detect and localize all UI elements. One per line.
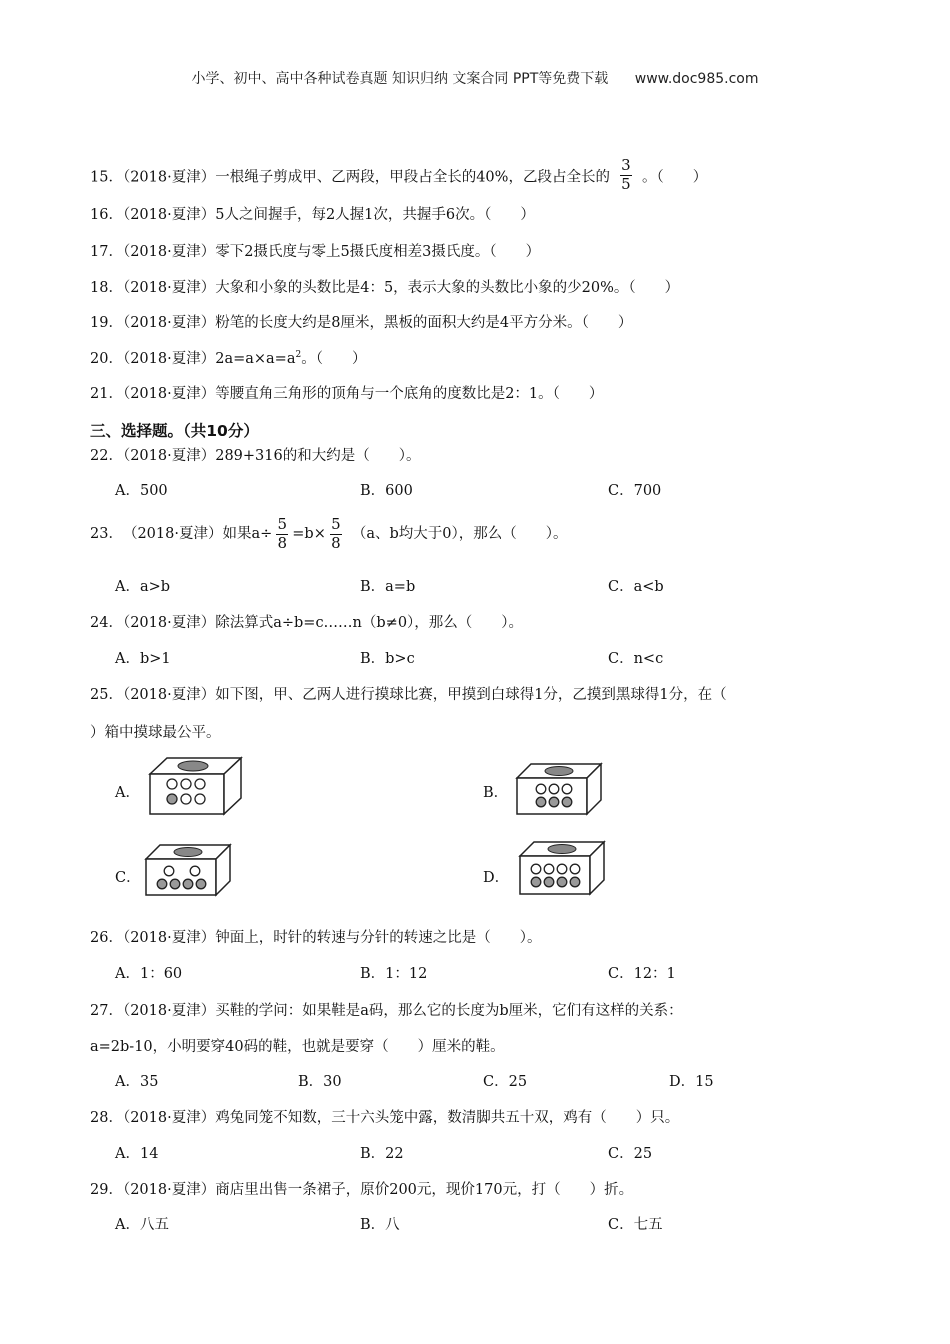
question-text: （2018·夏津）鸡兔同笼不知数，三十六头笼中露，数清脚共五十双，鸡有（ ）只。 xyxy=(122,1110,680,1126)
question-text: （2018·夏津）买鞋的学问：如果鞋是a码，那么它的长度为b厘米，它们有这样的关系： xyxy=(122,1003,683,1019)
question-20 xyxy=(90,352,366,367)
option: B．a=b xyxy=(360,579,416,595)
fraction-numerator: 3 xyxy=(621,156,631,174)
question-text: （2018·夏津）一根绳子剪成甲、乙两段，甲段占全长的40%，乙段占全长的 xyxy=(122,169,610,186)
question-number: 22． xyxy=(90,448,123,464)
superscript: 2 xyxy=(295,350,302,361)
question-number: 15． xyxy=(90,169,123,186)
question-text: =b× xyxy=(292,526,326,542)
option: A．500 xyxy=(115,483,168,499)
option: C．25 xyxy=(608,1146,653,1162)
option: B．22 xyxy=(360,1146,404,1162)
question-number: 23． xyxy=(90,526,123,542)
question-number: 24． xyxy=(90,615,123,631)
question-text: （2018·夏津）除法算式a÷b=c……n（b≠0），那么（ ）。 xyxy=(122,615,524,631)
question-18 xyxy=(90,281,679,296)
fraction-numerator: 5 xyxy=(331,515,341,533)
option: C．七五 xyxy=(608,1217,663,1233)
fraction-denominator: 8 xyxy=(277,533,288,552)
option: D．15 xyxy=(669,1074,714,1090)
question-text: （2018·夏津）等腰直角三角形的顶角与一个底角的度数比是2：1。（ ） xyxy=(122,386,604,402)
question-25-line2: ）箱中摸球最公平。 xyxy=(90,725,221,741)
question-text: （2018·夏津）粉笔的长度大约是8厘米，黑板的面积大约是4平方分米。（ ） xyxy=(122,315,633,331)
question-27-line2: a=2b-10，小明要穿40码的鞋，也就是要穿（ ）厘米的鞋。 xyxy=(90,1039,505,1055)
question-22 xyxy=(90,449,420,464)
option: A． xyxy=(115,785,140,801)
question-text: （a、b均大于0），那么（ ）。 xyxy=(351,526,568,542)
question-number: 18． xyxy=(90,280,123,296)
question-number: 21． xyxy=(90,386,123,402)
question-19 xyxy=(90,316,632,331)
question-27 xyxy=(90,1004,683,1019)
option: B．八 xyxy=(360,1217,400,1233)
fraction xyxy=(330,517,342,552)
option: C． xyxy=(115,870,141,886)
option: C．700 xyxy=(608,483,662,499)
question-number: 26． xyxy=(90,930,123,946)
question-29 xyxy=(90,1183,633,1198)
question-number: 17． xyxy=(90,244,123,260)
option: A．八五 xyxy=(115,1217,169,1233)
question-number: 20． xyxy=(90,351,123,367)
option: C．a<b xyxy=(608,579,664,595)
question-24 xyxy=(90,616,523,631)
fraction-denominator: 5 xyxy=(621,174,631,193)
question-text: （2018·夏津）如果a÷ xyxy=(122,526,273,542)
fraction-numerator: 5 xyxy=(277,515,288,533)
ball-box-a xyxy=(145,756,245,818)
question-number: 19． xyxy=(90,315,123,331)
question-26 xyxy=(90,931,541,946)
question-25 xyxy=(90,688,727,703)
question-number: 25． xyxy=(90,687,123,703)
fraction xyxy=(276,517,288,552)
ball-box-d xyxy=(516,840,608,898)
question-16 xyxy=(90,208,535,223)
header-text: 小学、初中、高中各种试卷真题 知识归纳 文案合同 PPT等免费下载 xyxy=(191,71,609,87)
header-site: www.doc985.com xyxy=(634,71,759,87)
fraction-denominator: 8 xyxy=(331,533,341,552)
question-number: 28． xyxy=(90,1110,123,1126)
question-number: 27． xyxy=(90,1003,123,1019)
option: B．1：12 xyxy=(360,966,428,982)
question-17 xyxy=(90,245,540,260)
question-text: （2018·夏津）如下图，甲、乙两人进行摸球比赛，甲摸到白球得1分，乙摸到黑球得1分，在（ xyxy=(122,687,727,703)
fraction xyxy=(620,158,632,193)
question-text: （2018·夏津）5人之间握手，每2人握1次，共握手6次。（ ） xyxy=(122,207,535,223)
option: A．a>b xyxy=(115,579,171,595)
question-21 xyxy=(90,387,603,402)
question-text: （2018·夏津）2a=a×a=a xyxy=(122,351,296,367)
ball-box-c xyxy=(142,843,234,899)
option: C．12：1 xyxy=(608,966,676,982)
question-text: （2018·夏津）大象和小象的头数比是4：5，表示大象的头数比小象的少20%。（ ） xyxy=(122,280,680,296)
option: B．30 xyxy=(298,1074,342,1090)
page-header xyxy=(0,68,950,88)
option: A．35 xyxy=(115,1074,159,1090)
question-28 xyxy=(90,1111,679,1126)
option: A．14 xyxy=(115,1146,159,1162)
option: B． xyxy=(483,785,509,801)
question-text: （2018·夏津）商店里出售一条裙子，原价200元，现价170元，打（ ）折。 xyxy=(122,1182,634,1198)
option: B．600 xyxy=(360,483,413,499)
option: A．b>1 xyxy=(115,651,171,667)
option: B．b>c xyxy=(360,651,415,667)
option: C．25 xyxy=(483,1074,528,1090)
option: D． xyxy=(483,870,510,886)
question-number: 16． xyxy=(90,207,123,223)
question-23 xyxy=(90,517,568,552)
option: A．1：60 xyxy=(115,966,183,982)
option: C．n<c xyxy=(608,651,664,667)
question-tail: 。（ ） xyxy=(641,169,708,186)
question-15 xyxy=(90,156,708,195)
question-number: 29． xyxy=(90,1182,123,1198)
question-text: （2018·夏津）零下2摄氏度与零上5摄氏度相差3摄氏度。（ ） xyxy=(122,244,541,260)
section-title: 三、选择题。（共10分） xyxy=(90,422,259,440)
question-text: （2018·夏津）289+316的和大约是（ ）。 xyxy=(122,448,421,464)
question-text: （2018·夏津）钟面上，时针的转速与分针的转速之比是（ ）。 xyxy=(122,930,542,946)
ball-box-b xyxy=(513,762,605,818)
question-tail: 。（ ） xyxy=(301,351,367,367)
